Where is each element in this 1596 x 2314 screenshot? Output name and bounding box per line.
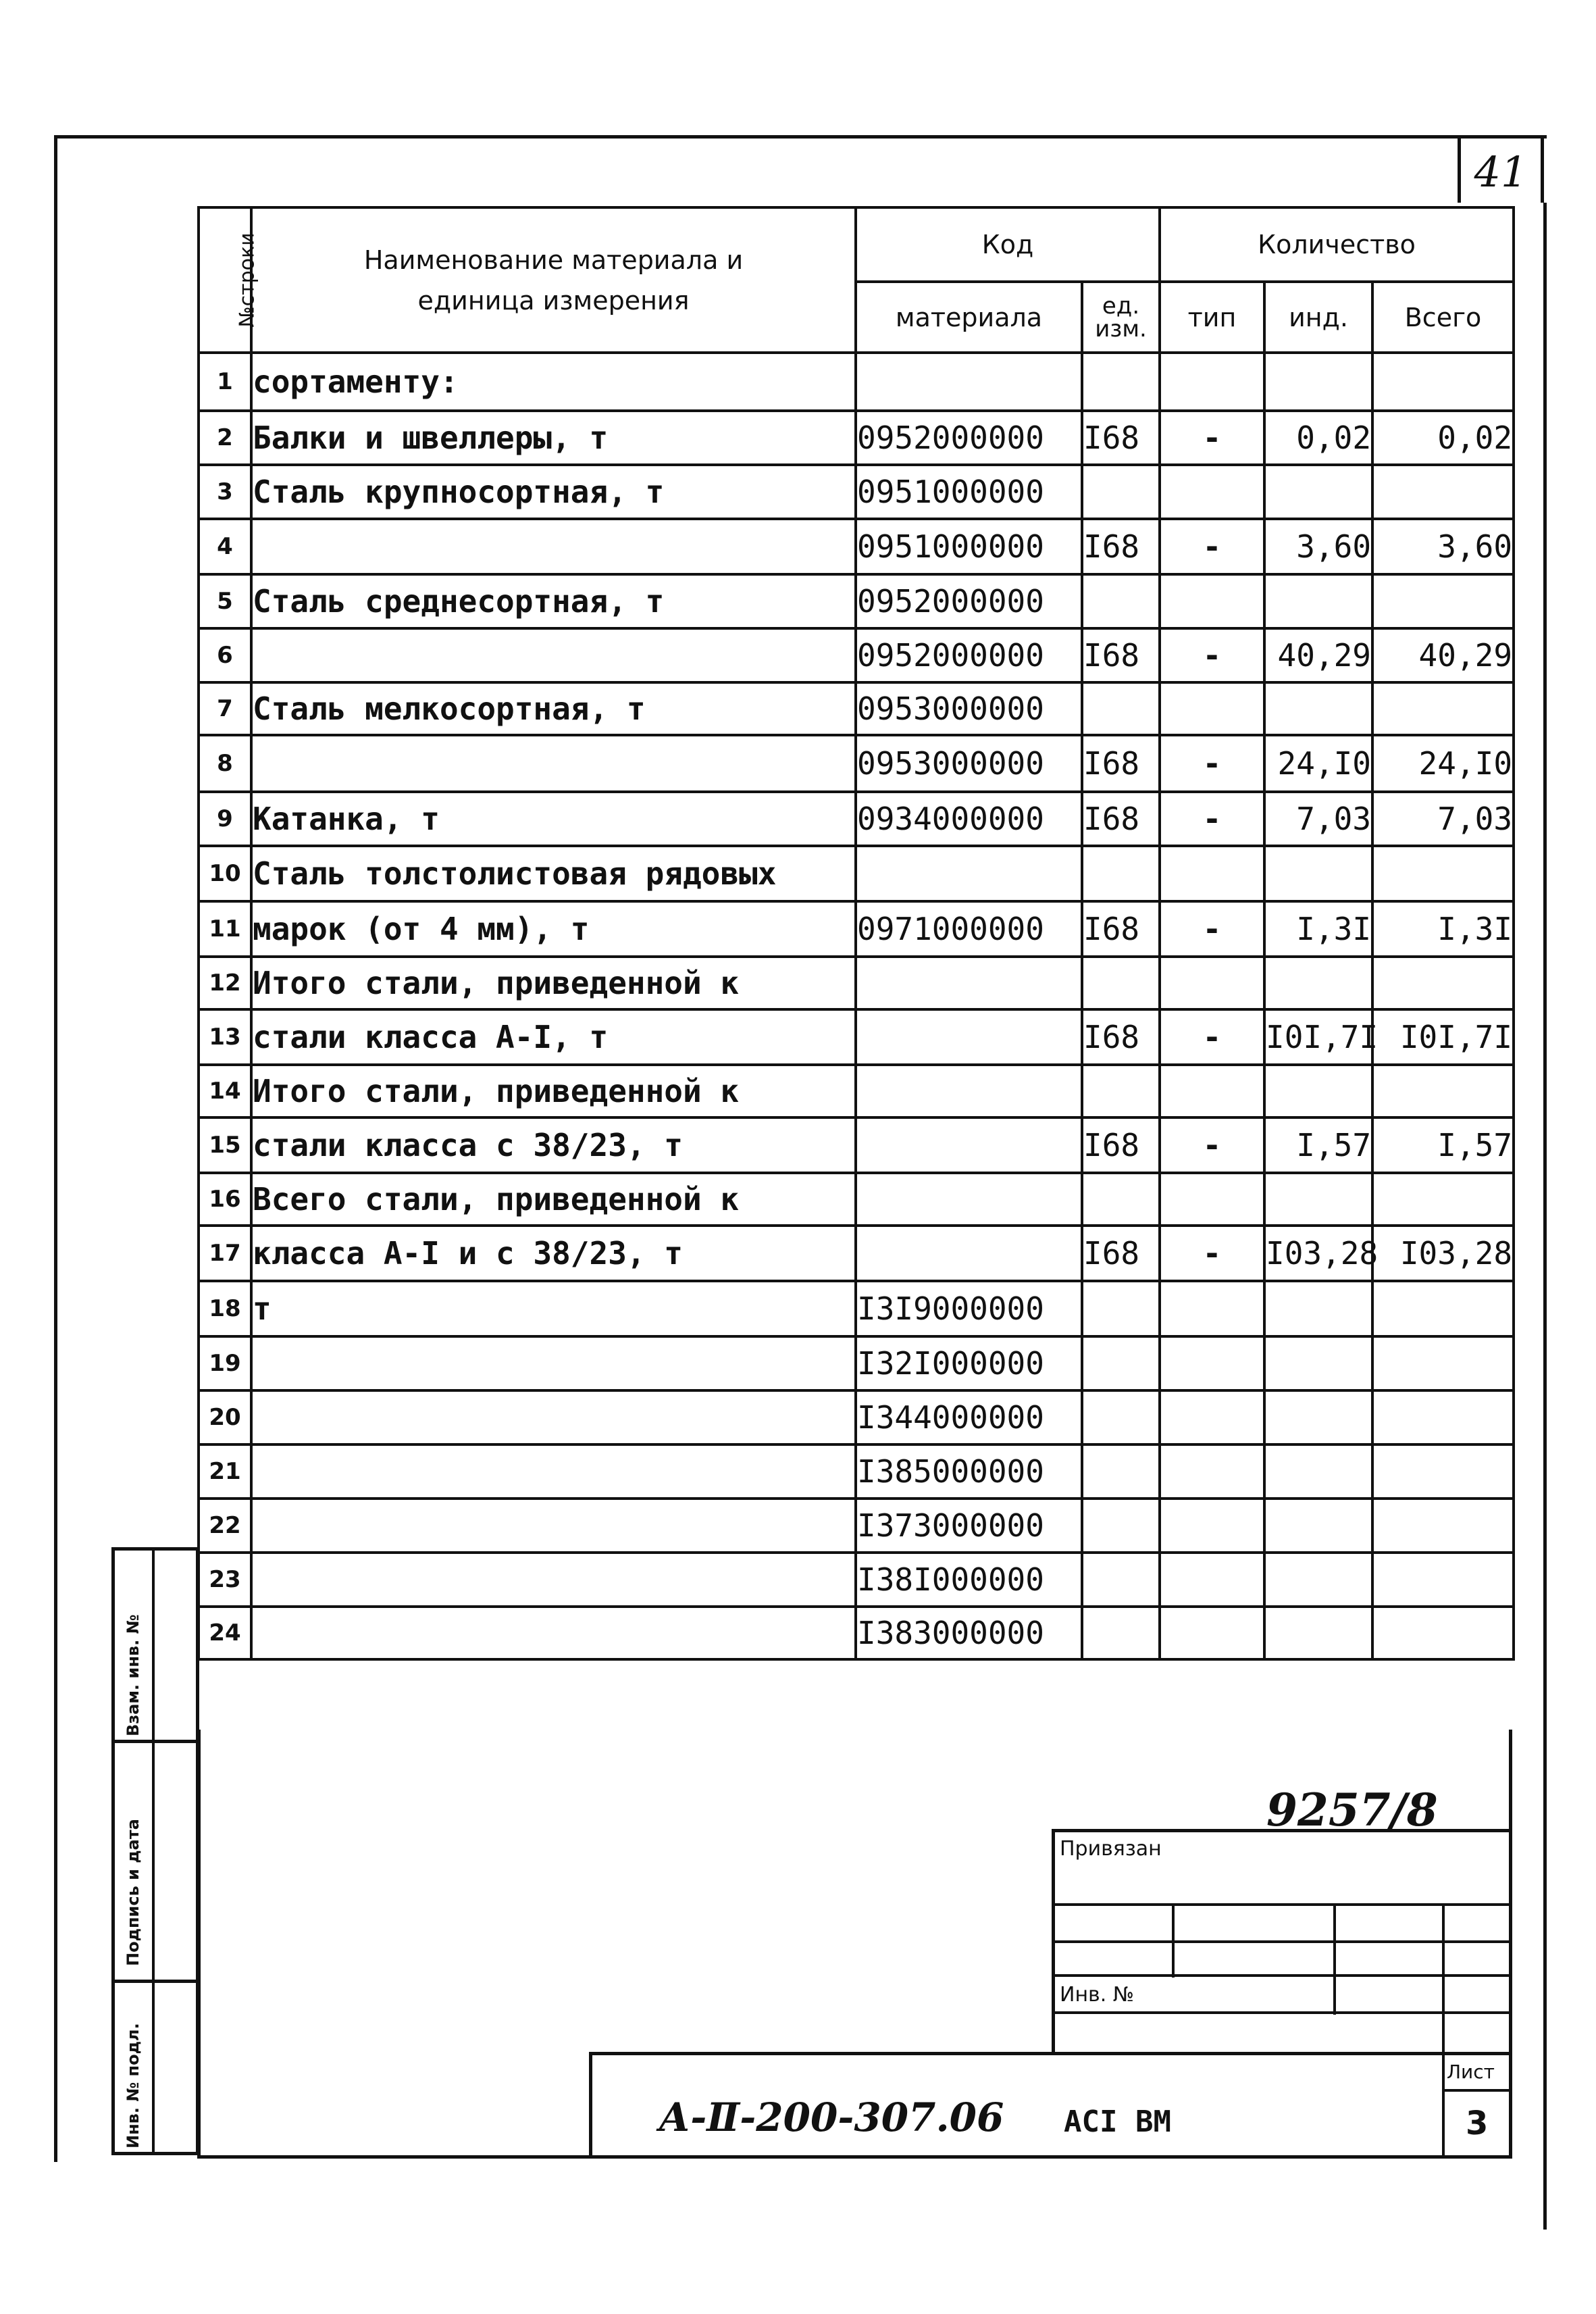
qty-total: 0,02	[1372, 411, 1514, 465]
qty-type	[1160, 957, 1264, 1009]
material-code: 0951000000	[856, 465, 1082, 519]
header-name: Наименование материала и единица измерения	[251, 207, 856, 353]
material-name: Сталь среднесортная, т	[251, 574, 856, 628]
qty-total	[1372, 1281, 1514, 1336]
qty-ind	[1264, 1499, 1372, 1553]
table-row	[199, 735, 1514, 792]
qty-ind: I03,28	[1264, 1226, 1372, 1281]
material-code	[856, 1173, 1082, 1226]
qty-total: 7,03	[1372, 792, 1514, 846]
table-row	[199, 1173, 1514, 1226]
list-cell-hline	[1442, 2089, 1512, 2092]
material-code: I383000000	[856, 1607, 1082, 1659]
materials-table	[197, 206, 1515, 1661]
material-code: 0953000000	[856, 735, 1082, 792]
unit-code	[1082, 574, 1160, 628]
qty-type: -	[1160, 1226, 1264, 1281]
unit-code	[1082, 465, 1160, 519]
row-number: 22	[199, 1499, 251, 1553]
unit-code	[1082, 846, 1160, 901]
header-qty-type: тип	[1160, 282, 1264, 353]
table-row	[199, 1336, 1514, 1390]
row-number: 19	[199, 1336, 251, 1390]
row-number: 5	[199, 574, 251, 628]
table-row	[199, 1065, 1514, 1117]
row-number: 13	[199, 1009, 251, 1065]
table-row	[199, 465, 1514, 519]
row-number: 4	[199, 519, 251, 574]
qty-type: -	[1160, 1009, 1264, 1065]
material-code: 0952000000	[856, 628, 1082, 682]
list-number: 3	[1466, 2105, 1489, 2142]
row-number: 18	[199, 1281, 251, 1336]
material-name: Сталь мелкосортная, т	[251, 682, 856, 735]
qty-total	[1372, 1499, 1514, 1553]
qty-ind	[1264, 1444, 1372, 1499]
unit-code	[1082, 353, 1160, 411]
qty-total: 40,29	[1372, 628, 1514, 682]
material-name	[251, 735, 856, 792]
header-code-unit: ед. изм.	[1082, 282, 1160, 353]
unit-code: I68	[1082, 1226, 1160, 1281]
table-row	[199, 1499, 1514, 1553]
material-code	[856, 1117, 1082, 1173]
material-code	[856, 1009, 1082, 1065]
unit-code: I68	[1082, 519, 1160, 574]
qty-ind	[1264, 1065, 1372, 1117]
qty-ind	[1264, 682, 1372, 735]
table-row	[199, 792, 1514, 846]
header-code: Код	[856, 207, 1160, 282]
row-number: 17	[199, 1226, 251, 1281]
table-row	[199, 1444, 1514, 1499]
unit-code: I68	[1082, 901, 1160, 957]
sheet-corner-number: 41	[1458, 135, 1544, 203]
header-quantity: Количество	[1160, 207, 1514, 282]
header-code-material: материала	[856, 282, 1082, 353]
row-number: 24	[199, 1607, 251, 1659]
material-code	[856, 846, 1082, 901]
table-row	[199, 846, 1514, 901]
table-row	[199, 1226, 1514, 1281]
material-code: 0953000000	[856, 682, 1082, 735]
label-vzam-inv: Взам. инв. №	[124, 1614, 143, 1736]
qty-type: -	[1160, 519, 1264, 574]
frame-left-line	[54, 135, 57, 2162]
qty-total: I0I,7I	[1372, 1009, 1514, 1065]
row-number: 2	[199, 411, 251, 465]
row-number: 15	[199, 1117, 251, 1173]
material-name: Итого стали, приведенной к	[251, 957, 856, 1009]
material-name	[251, 628, 856, 682]
list-cell-divider	[1442, 2052, 1445, 2159]
qty-total	[1372, 1336, 1514, 1390]
table-row	[199, 411, 1514, 465]
qty-ind: I,3I	[1264, 901, 1372, 957]
table-row	[199, 901, 1514, 957]
material-code: 0952000000	[856, 411, 1082, 465]
qty-ind	[1264, 1281, 1372, 1336]
qty-ind: 40,29	[1264, 628, 1372, 682]
table-row	[199, 628, 1514, 682]
unit-code	[1082, 957, 1160, 1009]
qty-ind	[1264, 1607, 1372, 1659]
qty-type	[1160, 682, 1264, 735]
material-code: I38I000000	[856, 1553, 1082, 1607]
qty-type	[1160, 1336, 1264, 1390]
row-number: 14	[199, 1065, 251, 1117]
material-name: стали класса А-I, т	[251, 1009, 856, 1065]
row-number: 10	[199, 846, 251, 901]
qty-ind	[1264, 353, 1372, 411]
frame-right-line	[1543, 203, 1547, 2230]
material-name	[251, 1553, 856, 1607]
qty-type: -	[1160, 792, 1264, 846]
qty-type	[1160, 1173, 1264, 1226]
material-code: I373000000	[856, 1499, 1082, 1553]
qty-total	[1372, 1065, 1514, 1117]
material-name: Балки и швеллеры, т	[251, 411, 856, 465]
qty-ind	[1264, 957, 1372, 1009]
handwritten-number: 9257/8	[1266, 1784, 1438, 1836]
table-row	[199, 957, 1514, 1009]
qty-type: -	[1160, 411, 1264, 465]
unit-code: I68	[1082, 628, 1160, 682]
document-suffix: АСI ВМ	[1064, 2105, 1171, 2139]
label-inv-no: Инв. №	[1060, 1983, 1135, 2007]
unit-code: I68	[1082, 1009, 1160, 1065]
qty-total	[1372, 1553, 1514, 1607]
qty-type	[1160, 1607, 1264, 1659]
qty-ind: 3,60	[1264, 519, 1372, 574]
qty-total	[1372, 465, 1514, 519]
qty-ind	[1264, 846, 1372, 901]
unit-code	[1082, 1499, 1160, 1553]
material-name	[251, 1390, 856, 1444]
material-code	[856, 957, 1082, 1009]
frame-top-line	[54, 135, 1547, 139]
qty-type	[1160, 1499, 1264, 1553]
material-code: 0934000000	[856, 792, 1082, 846]
label-inv-podl: Инв. № подл.	[124, 2023, 143, 2148]
qty-total: I03,28	[1372, 1226, 1514, 1281]
qty-type: -	[1160, 901, 1264, 957]
material-name: т	[251, 1281, 856, 1336]
qty-total	[1372, 846, 1514, 901]
table-row	[199, 1117, 1514, 1173]
qty-total	[1372, 1390, 1514, 1444]
document-code: А-Ⅱ-200-307.06	[659, 2094, 1004, 2140]
material-code	[856, 353, 1082, 411]
qty-ind: 0,02	[1264, 411, 1372, 465]
row-number: 3	[199, 465, 251, 519]
header-row-number: №строки	[199, 207, 251, 353]
table-row	[199, 682, 1514, 735]
unit-code	[1082, 1607, 1160, 1659]
table-row	[199, 1281, 1514, 1336]
title-block-col-2	[1333, 1903, 1336, 2015]
label-list: Лист	[1447, 2061, 1495, 2083]
frame-inner-left-line	[197, 1730, 201, 2159]
qty-type: -	[1160, 1117, 1264, 1173]
unit-code	[1082, 1065, 1160, 1117]
qty-ind	[1264, 1553, 1372, 1607]
qty-total	[1372, 682, 1514, 735]
unit-code	[1082, 682, 1160, 735]
material-code: I32I000000	[856, 1336, 1082, 1390]
row-number: 16	[199, 1173, 251, 1226]
unit-code: I68	[1082, 735, 1160, 792]
row-number: 9	[199, 792, 251, 846]
material-name	[251, 519, 856, 574]
row-number: 21	[199, 1444, 251, 1499]
material-name	[251, 1336, 856, 1390]
qty-total: I,57	[1372, 1117, 1514, 1173]
qty-total	[1372, 574, 1514, 628]
qty-total	[1372, 1607, 1514, 1659]
material-name: марок (от 4 мм), т	[251, 901, 856, 957]
qty-type: -	[1160, 628, 1264, 682]
qty-total: I,3I	[1372, 901, 1514, 957]
title-block-col-3	[1442, 1903, 1445, 2052]
label-privyazan: Привязан	[1060, 1837, 1162, 1861]
unit-code	[1082, 1390, 1160, 1444]
material-code: 0971000000	[856, 901, 1082, 957]
qty-ind	[1264, 1390, 1372, 1444]
material-name: класса А-I и с 38/23, т	[251, 1226, 856, 1281]
table-row	[199, 353, 1514, 411]
qty-total	[1372, 1444, 1514, 1499]
material-code: I344000000	[856, 1390, 1082, 1444]
material-code: 0952000000	[856, 574, 1082, 628]
row-number: 8	[199, 735, 251, 792]
material-name: Катанка, т	[251, 792, 856, 846]
unit-code: I68	[1082, 1117, 1160, 1173]
qty-total	[1372, 1173, 1514, 1226]
unit-code	[1082, 1444, 1160, 1499]
row-number: 11	[199, 901, 251, 957]
side-box-divider-1	[152, 1547, 155, 2155]
row-number: 6	[199, 628, 251, 682]
qty-type	[1160, 1444, 1264, 1499]
qty-type	[1160, 465, 1264, 519]
table-row	[199, 1607, 1514, 1659]
unit-code	[1082, 1336, 1160, 1390]
qty-ind: 7,03	[1264, 792, 1372, 846]
material-name	[251, 1444, 856, 1499]
unit-code	[1082, 1281, 1160, 1336]
qty-type	[1160, 353, 1264, 411]
unit-code	[1082, 1553, 1160, 1607]
material-code: I385000000	[856, 1444, 1082, 1499]
unit-code	[1082, 1173, 1160, 1226]
material-code	[856, 1226, 1082, 1281]
qty-type	[1160, 1390, 1264, 1444]
qty-type: -	[1160, 735, 1264, 792]
material-name: стали класса с 38/23, т	[251, 1117, 856, 1173]
label-podpis-data: Подпись и дата	[124, 1819, 143, 1966]
table-row	[199, 1553, 1514, 1607]
header-qty-total: Всего	[1372, 282, 1514, 353]
title-block-col-1	[1172, 1903, 1175, 1978]
qty-ind	[1264, 465, 1372, 519]
qty-type	[1160, 1553, 1264, 1607]
material-name: Сталь крупносортная, т	[251, 465, 856, 519]
table-row	[199, 519, 1514, 574]
qty-type	[1160, 846, 1264, 901]
header-qty-ind: инд.	[1264, 282, 1372, 353]
qty-total: 24,I0	[1372, 735, 1514, 792]
qty-total: 3,60	[1372, 519, 1514, 574]
material-name: Всего стали, приведенной к	[251, 1173, 856, 1226]
row-number: 23	[199, 1553, 251, 1607]
table-row	[199, 1009, 1514, 1065]
material-name	[251, 1607, 856, 1659]
qty-type	[1160, 574, 1264, 628]
material-code: 0951000000	[856, 519, 1082, 574]
qty-total	[1372, 353, 1514, 411]
unit-code: I68	[1082, 792, 1160, 846]
table-row	[199, 1390, 1514, 1444]
qty-type	[1160, 1065, 1264, 1117]
qty-ind: I0I,7I	[1264, 1009, 1372, 1065]
material-code	[856, 1065, 1082, 1117]
material-name	[251, 1499, 856, 1553]
row-number: 7	[199, 682, 251, 735]
qty-total	[1372, 957, 1514, 1009]
qty-ind	[1264, 1173, 1372, 1226]
row-number: 20	[199, 1390, 251, 1444]
qty-ind: I,57	[1264, 1117, 1372, 1173]
material-name: Итого стали, приведенной к	[251, 1065, 856, 1117]
qty-ind	[1264, 1336, 1372, 1390]
material-name: Сталь толстолистовая рядовых	[251, 846, 856, 901]
qty-ind	[1264, 574, 1372, 628]
material-name: сортаменту:	[251, 353, 856, 411]
qty-type	[1160, 1281, 1264, 1336]
qty-ind: 24,I0	[1264, 735, 1372, 792]
unit-code: I68	[1082, 411, 1160, 465]
row-number: 12	[199, 957, 251, 1009]
title-block	[1052, 1829, 1512, 2052]
table-row	[199, 574, 1514, 628]
material-code: I3I9000000	[856, 1281, 1082, 1336]
row-number: 1	[199, 353, 251, 411]
